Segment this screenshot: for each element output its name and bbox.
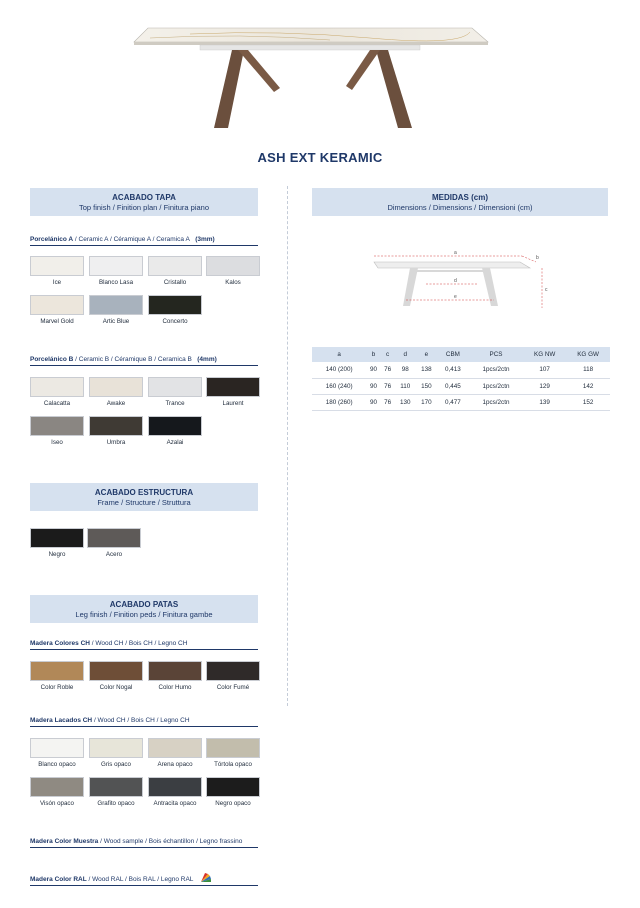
wood-ral-heading [30,876,258,886]
col-header: c [381,347,395,362]
swatch-wood-1[interactable] [89,661,143,681]
wood-colors-label-bold: Madera Colores CH [30,640,90,647]
swatch-label: Color Fumé [216,684,250,691]
swatch-porcelain-a-3[interactable] [206,256,260,276]
col-header: b [366,347,380,362]
swatch-porcelain-a-6[interactable] [148,295,202,315]
table-cell: 138 [416,362,437,378]
table-cell: 139 [523,394,566,410]
table-cell: 130 [395,394,416,410]
table-cell: 180 (260) [312,394,366,410]
col-header: d [395,347,416,362]
structure-finish-header [30,483,258,511]
swatch-porcelain-a-2[interactable] [148,256,202,276]
table-cell: 160 (240) [312,378,366,394]
dim-label-d: d [454,278,457,284]
porcelain-a-label-rest: / Ceramic A / Céramique A / Ceramica A [73,236,190,243]
swatch-lacquer-3[interactable] [206,738,260,758]
swatch-porcelain-b-0[interactable] [30,377,84,397]
table-cell: 0,413 [437,362,469,378]
swatch-porcelain-b-4[interactable] [30,416,84,436]
swatch-label: Ice [52,279,62,286]
col-header: e [416,347,437,362]
lacquered-heading [30,717,258,727]
measures-header [312,188,608,216]
table-cell: 118 [566,362,610,378]
swatch-label: Tórtola opaco [214,761,252,768]
swatch-label: Antracita opaco [153,800,197,807]
table-cell: 170 [416,394,437,410]
table-cell: 90 [366,394,380,410]
col-header: KG GW [566,347,610,362]
top-finish-heading: ACABADO TAPA [112,193,176,202]
dimension-diagram [370,248,560,318]
swatch-porcelain-b-1[interactable] [89,377,143,397]
swatch-structure-1[interactable] [87,528,141,548]
porcelain-b-label-bold: Porcelánico B [30,356,74,363]
top-finish-subtitle: Top finish / Finition plan / Finitura piano [78,203,210,212]
table-cell: 129 [523,378,566,394]
swatch-lacquer-7[interactable] [206,777,260,797]
swatch-lacquer-0[interactable] [30,738,84,758]
swatch-label: Negro [48,551,66,558]
swatch-lacquer-1[interactable] [89,738,143,758]
col-header: PCS [469,347,523,362]
table-cell: 142 [566,378,610,394]
swatch-label: Cristallo [163,279,187,286]
table-cell: 1pcs/2ctn [469,394,523,410]
swatch-label: Kalos [225,279,241,286]
swatch-label: Acero [105,551,123,558]
leg-finish-header [30,595,258,623]
structure-subtitle: Frame / Structure / Struttura [97,498,191,507]
wood-colors-heading [30,640,258,650]
measures-heading: MEDIDAS (cm) [431,193,488,202]
wood-sample-label-rest: / Wood sample / Bois échantillon / Legno frassino [98,838,243,845]
table-cell: 1pcs/2ctn [469,378,523,394]
table-cell: 152 [566,394,610,410]
table-cell: 76 [381,362,395,378]
porcelain-a-heading [30,236,258,246]
porcelain-b-thickness: (4mm) [197,356,217,363]
table-cell: 110 [395,378,416,394]
structure-heading: ACABADO ESTRUCTURA [94,488,194,497]
wood-colors-label-rest: / Wood CH / Bois CH / Legno CH [89,640,188,647]
product-title: ASH EXT KERAMIC [257,150,383,165]
swatch-label: Azalai [166,439,184,446]
col-header: KG NW [523,347,566,362]
measures-subtitle: Dimensions / Dimensions / Dimensioni (cm) [387,203,533,212]
dim-label-b: b [536,255,539,261]
swatch-lacquer-6[interactable] [148,777,202,797]
swatch-label: Marvel Gold [40,318,74,325]
table-cell: 0,445 [437,378,469,394]
table-row [312,394,610,410]
swatch-porcelain-a-1[interactable] [89,256,143,276]
table-cell: 98 [395,362,416,378]
swatch-porcelain-a-5[interactable] [89,295,143,315]
table-cell: 107 [523,362,566,378]
swatch-wood-0[interactable] [30,661,84,681]
wood-sample-heading [30,838,258,848]
swatch-porcelain-b-5[interactable] [89,416,143,436]
col-header: CBM [437,347,469,362]
table-cell: 76 [381,378,395,394]
dimensions-table [312,347,610,411]
dim-label-a: a [454,250,457,256]
table-cell: 76 [381,394,395,410]
swatch-label: Trance [165,400,185,407]
table-cell: 0,477 [437,394,469,410]
wood-sample-label-bold: Madera Color Muestra [30,838,99,845]
swatch-label: Negro opaco [215,800,251,807]
lacquered-label-bold: Madera Lacados CH [30,717,93,724]
top-finish-header [30,188,258,216]
swatch-porcelain-a-0[interactable] [30,256,84,276]
swatch-label: Color Nogal [99,684,133,691]
porcelain-a-label-bold: Porcelánico A [30,236,74,243]
swatch-label: Artic Blue [102,318,130,325]
swatch-label: Color Roble [40,684,74,691]
swatch-label: Iseo [51,439,63,446]
swatch-label: Umbra [106,439,126,446]
porcelain-b-label-rest: / Ceramic B / Céramique B / Ceramica B [73,356,192,363]
swatch-label: Concerto [162,318,188,325]
table-cell: 140 (200) [312,362,366,378]
porcelain-b-heading [30,356,258,366]
wood-ral-label-bold: Madera Color RAL [30,876,87,883]
table-cell: 90 [366,378,380,394]
legs-heading: ACABADO PATAS [109,600,179,609]
table-row [312,362,610,378]
swatch-label: Laurent [222,400,244,407]
swatch-label: Awake [106,400,126,407]
swatch-lacquer-5[interactable] [89,777,143,797]
table-cell: 1pcs/2ctn [469,362,523,378]
wood-ral-label-rest: / Wood RAL / Bois RAL / Legno RAL [86,876,194,883]
swatch-label: Calacatta [43,400,71,407]
swatch-label: Visón opaco [40,800,74,807]
swatch-label: Blanco opaco [38,761,76,768]
ral-fan-icon [199,871,213,883]
swatch-wood-2[interactable] [148,661,202,681]
table-cell: 90 [366,362,380,378]
swatch-label: Gris opaco [101,761,131,768]
swatch-structure-0[interactable] [30,528,84,548]
swatch-porcelain-b-6[interactable] [148,416,202,436]
column-divider [287,186,288,706]
product-image [130,18,490,138]
dim-label-c: c [545,287,548,293]
porcelain-a-thickness: (3mm) [195,236,215,243]
dim-label-e: e [454,294,457,300]
col-header: a [312,347,366,362]
swatch-lacquer-4[interactable] [30,777,84,797]
swatch-label: Grafito opaco [97,800,135,807]
swatch-porcelain-b-2[interactable] [148,377,202,397]
swatch-porcelain-b-3[interactable] [206,377,260,397]
lacquered-label-rest: / Wood CH / Bois CH / Legno CH [92,717,190,724]
table-row [312,378,610,394]
table-cell: 150 [416,378,437,394]
table-header-row [312,347,610,362]
legs-subtitle: Leg finish / Finition peds / Finitura gambe [75,610,213,619]
swatch-porcelain-a-4[interactable] [30,295,84,315]
swatch-wood-3[interactable] [206,661,260,681]
swatch-label: Blanco Lasa [98,279,134,286]
swatch-label: Color Humo [158,684,192,691]
swatch-lacquer-2[interactable] [148,738,202,758]
swatch-label: Arena opaco [157,761,193,768]
